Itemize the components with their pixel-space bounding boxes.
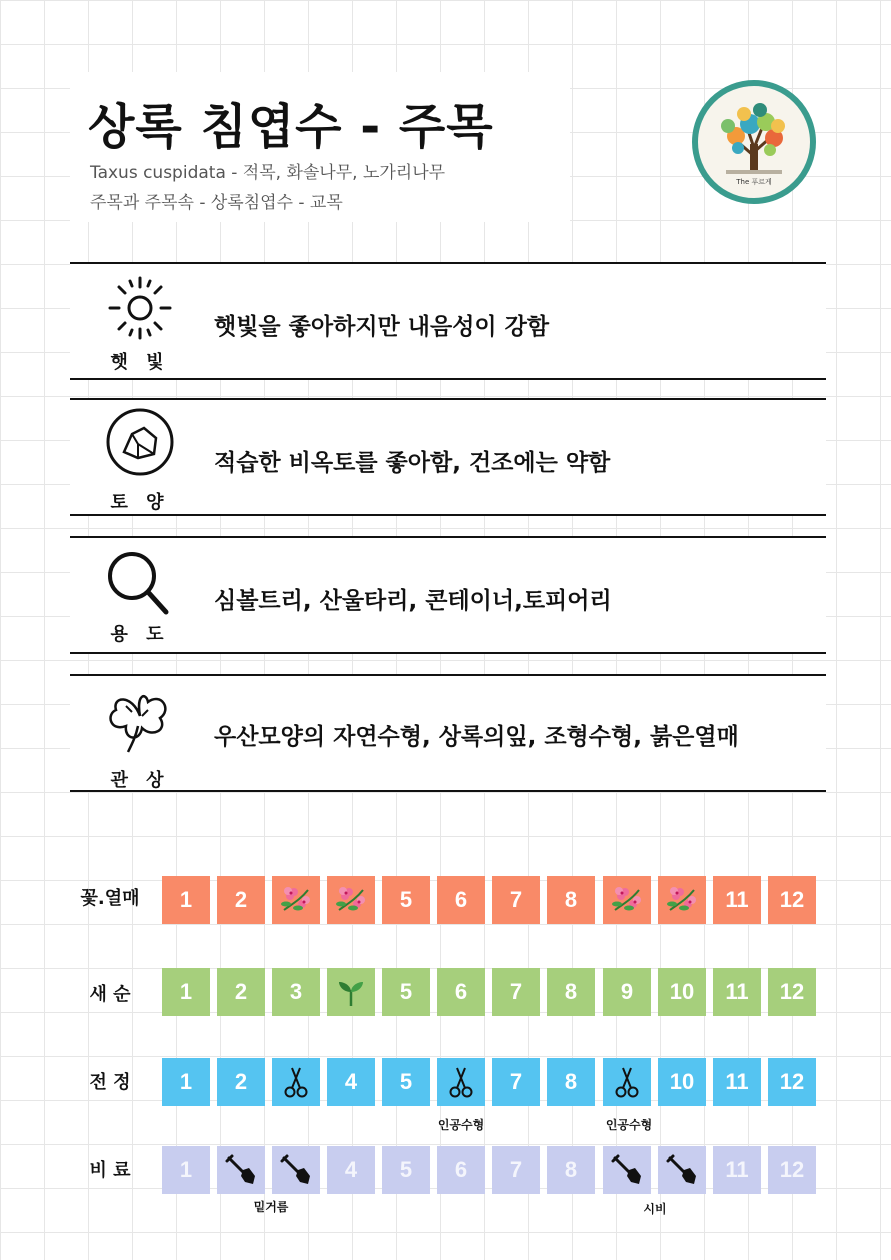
sprout-icon: [327, 968, 375, 1016]
brand-logo: [692, 80, 816, 204]
sprout-month-cell: 1: [162, 968, 210, 1016]
bloom-month-cell: 5: [382, 876, 430, 924]
info-label-usage: 용 도: [110, 624, 170, 645]
sprout-month-cell: 6: [437, 968, 485, 1016]
scientific-name: Taxus cuspidata - 적목, 화솔나무, 노가리나무: [90, 163, 446, 183]
sprout-month-cell: 3: [272, 968, 320, 1016]
classification: 주목과 주목속 - 상록침엽수 - 교목: [90, 193, 343, 213]
prune-month-cell: 7: [492, 1058, 540, 1106]
prune-month-cell: 11: [713, 1058, 761, 1106]
fert-month-cell: 7: [492, 1146, 540, 1194]
prune-month-cell: 4: [327, 1058, 375, 1106]
shovel-icon: [658, 1146, 706, 1194]
fert-month-cell: 6: [437, 1146, 485, 1194]
note-prune-jun: 인공수형: [437, 1118, 485, 1132]
magnifier-icon: [102, 544, 178, 620]
fert-month-cell: 1: [162, 1146, 210, 1194]
sprout-month-cell: 12: [768, 968, 816, 1016]
info-row-sunlight: [70, 262, 826, 380]
flower-icon: [272, 876, 320, 924]
bloom-month-cell: 6: [437, 876, 485, 924]
flower-icon: [603, 876, 651, 924]
info-row-soil: [70, 398, 826, 516]
info-text-ornamental: 우산모양의 자연수형, 상록의잎, 조형수형, 붉은열매: [214, 724, 739, 750]
bloom-month-cell: 11: [713, 876, 761, 924]
fert-month-cell: 8: [547, 1146, 595, 1194]
info-label-sunlight: 햇 빛: [110, 352, 170, 373]
calendar-label-fert: 비 료: [89, 1160, 131, 1181]
sprout-month-cell: 7: [492, 968, 540, 1016]
prune-month-cell: 12: [768, 1058, 816, 1106]
bloom-month-cell: 12: [768, 876, 816, 924]
bloom-month-cell: 8: [547, 876, 595, 924]
sprout-month-cell: 11: [713, 968, 761, 1016]
info-text-usage: 심볼트리, 산울타리, 콘테이너,토피어리: [214, 588, 612, 614]
flower-icon: [327, 876, 375, 924]
scissors-icon: [272, 1058, 320, 1106]
shovel-icon: [603, 1146, 651, 1194]
note-fert-base: 밑거름: [253, 1200, 289, 1214]
logo-text: The 푸르게: [736, 178, 772, 186]
prune-month-cell: 8: [547, 1058, 595, 1106]
info-text-sunlight: 햇빛을 좋아하지만 내음성이 강함: [214, 314, 550, 340]
info-row-ornamental: [70, 674, 826, 792]
flower-icon: [658, 876, 706, 924]
note-fert-top: 시비: [643, 1202, 667, 1216]
prune-month-cell: 5: [382, 1058, 430, 1106]
shovel-icon: [272, 1146, 320, 1194]
clover-icon: [102, 680, 178, 756]
prune-month-cell: 1: [162, 1058, 210, 1106]
scissors-icon: [603, 1058, 651, 1106]
sprout-month-cell: 10: [658, 968, 706, 1016]
info-row-usage: [70, 536, 826, 654]
prune-month-cell: 10: [658, 1058, 706, 1106]
sprout-month-cell: 5: [382, 968, 430, 1016]
calendar-label-bloom: 꽃.열매: [80, 888, 140, 909]
calendar-label-prune: 전 정: [89, 1072, 131, 1093]
note-prune-sep: 인공수형: [605, 1118, 653, 1132]
soil-rock-icon: [102, 404, 178, 480]
fert-month-cell: 4: [327, 1146, 375, 1194]
shovel-icon: [217, 1146, 265, 1194]
fert-month-cell: 11: [713, 1146, 761, 1194]
sprout-month-cell: 8: [547, 968, 595, 1016]
bloom-month-cell: 7: [492, 876, 540, 924]
sprout-month-cell: 2: [217, 968, 265, 1016]
page-title: 상록 침엽수 - 주목: [88, 99, 494, 155]
calendar-label-sprout: 새 순: [89, 984, 131, 1005]
bloom-month-cell: 2: [217, 876, 265, 924]
sprout-month-cell: 9: [603, 968, 651, 1016]
bloom-month-cell: 1: [162, 876, 210, 924]
fert-month-cell: 5: [382, 1146, 430, 1194]
prune-month-cell: 2: [217, 1058, 265, 1106]
fert-month-cell: 12: [768, 1146, 816, 1194]
scissors-icon: [437, 1058, 485, 1106]
sun-icon: [102, 270, 178, 346]
info-text-soil: 적습한 비옥토를 좋아함, 건조에는 약함: [214, 450, 611, 476]
info-label-soil: 토 양: [110, 492, 170, 513]
info-label-ornamental: 관 상: [110, 770, 170, 791]
